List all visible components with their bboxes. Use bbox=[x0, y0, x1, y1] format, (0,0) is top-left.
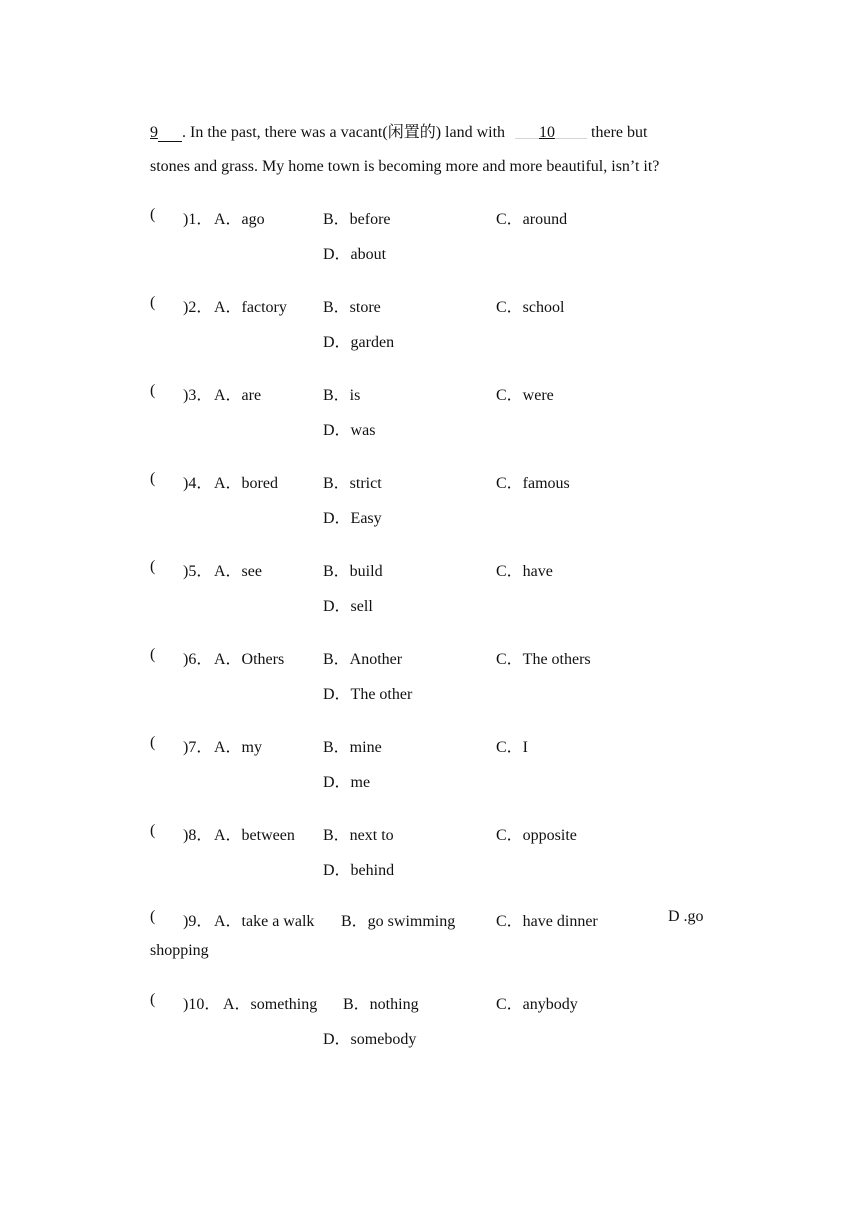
option-c: C．were bbox=[496, 387, 554, 404]
option-a: A．take a walk bbox=[214, 913, 315, 930]
option-b: B．Another bbox=[323, 651, 403, 668]
option-c: C．famous bbox=[496, 475, 570, 492]
option-d: D．sell bbox=[323, 598, 373, 615]
question-paren: ( bbox=[150, 470, 156, 487]
option-a: A．my bbox=[214, 739, 263, 756]
option-d: D．The other bbox=[323, 686, 413, 703]
option-b: B．mine bbox=[323, 739, 382, 756]
option-a: A．ago bbox=[214, 211, 265, 228]
question-number: )4． bbox=[183, 475, 213, 492]
option-a: A．bored bbox=[214, 475, 278, 492]
question-paren: ( bbox=[150, 646, 156, 663]
option-a: A．between bbox=[214, 827, 295, 844]
option-d: D．was bbox=[323, 422, 376, 439]
passage-text bbox=[150, 116, 720, 184]
question-number: )3． bbox=[183, 387, 213, 404]
question-paren: ( bbox=[150, 908, 156, 925]
option-a: A．Others bbox=[214, 651, 285, 668]
option-a: A．see bbox=[214, 563, 262, 580]
option-b: B．build bbox=[323, 563, 383, 580]
passage-line1-part2: there but bbox=[587, 124, 648, 141]
option-a: A．something bbox=[223, 996, 318, 1013]
question-paren: ( bbox=[150, 734, 156, 751]
option-b: B．next to bbox=[323, 827, 394, 844]
option-b: B．store bbox=[323, 299, 381, 316]
question-paren: ( bbox=[150, 382, 156, 399]
question-number: )10． bbox=[183, 996, 221, 1013]
option-d-wrap: shopping bbox=[150, 942, 209, 959]
option-c: C．around bbox=[496, 211, 568, 228]
option-b: B．go swimming bbox=[341, 913, 456, 930]
option-d: D．Easy bbox=[323, 510, 382, 527]
option-c: C．opposite bbox=[496, 827, 577, 844]
option-c: C．anybody bbox=[496, 996, 578, 1013]
passage-line2: stones and grass. My home town is becoming more and more beautiful, isn’t it? bbox=[150, 158, 660, 175]
question-number: )1． bbox=[183, 211, 213, 228]
passage-line1-part1: . In the past, there was a vacant(闲置的) land with bbox=[182, 124, 510, 141]
option-c: C．have bbox=[496, 563, 553, 580]
question-number: )5． bbox=[183, 563, 213, 580]
option-d: D．me bbox=[323, 774, 371, 791]
option-d: D．behind bbox=[323, 862, 395, 879]
option-d: D．somebody bbox=[323, 1031, 417, 1048]
question-paren: ( bbox=[150, 294, 156, 311]
question-paren: ( bbox=[150, 991, 156, 1008]
option-c: C．school bbox=[496, 299, 565, 316]
question-paren: ( bbox=[150, 822, 156, 839]
question-number: )7． bbox=[183, 739, 213, 756]
blank-9-number: 9 bbox=[150, 124, 158, 141]
question-paren: ( bbox=[150, 206, 156, 223]
option-a: A．factory bbox=[214, 299, 287, 316]
option-d: D．about bbox=[323, 246, 387, 263]
option-c: C．have dinner bbox=[496, 913, 598, 930]
question-number: )8． bbox=[183, 827, 213, 844]
question-number: )9． bbox=[183, 913, 213, 930]
option-b: B．nothing bbox=[343, 996, 419, 1013]
option-b: B．before bbox=[323, 211, 391, 228]
option-c: C．The others bbox=[496, 651, 591, 668]
option-b: B．strict bbox=[323, 475, 382, 492]
option-b: B．is bbox=[323, 387, 361, 404]
option-c: C．I bbox=[496, 739, 529, 756]
blank-10: ___10____ bbox=[515, 124, 588, 141]
question-number: )2． bbox=[183, 299, 213, 316]
question-paren: ( bbox=[150, 558, 156, 575]
option-d: D．garden bbox=[323, 334, 395, 351]
question-number: )6． bbox=[183, 651, 213, 668]
option-d: D .go bbox=[668, 908, 704, 925]
option-a: A．are bbox=[214, 387, 262, 404]
blank-9-line: ___ bbox=[158, 124, 182, 141]
